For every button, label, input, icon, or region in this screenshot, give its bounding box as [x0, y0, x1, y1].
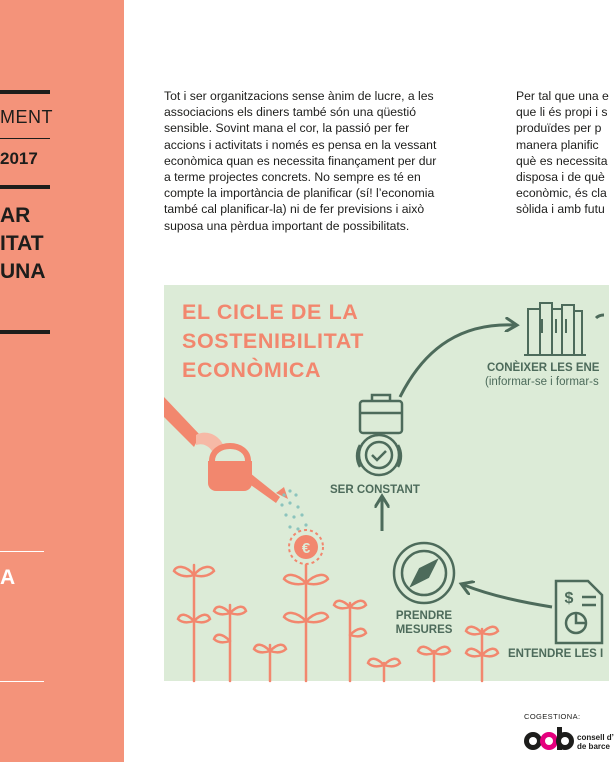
- text-line: produïdes per p: [516, 121, 602, 136]
- text-line: disposa i de què: [516, 170, 605, 185]
- sidebar-rule-thin: [0, 138, 50, 139]
- sustainability-cycle-infographic: [164, 285, 609, 681]
- logo-text-line: de barce: [577, 742, 610, 751]
- infographic-title-line: SOSTENIBILITAT: [182, 329, 364, 353]
- euro-symbol: €: [301, 540, 311, 557]
- water-drops: [280, 489, 307, 530]
- sidebar-rule-bottom: [0, 330, 50, 334]
- books-icon: [524, 303, 586, 355]
- infographic-title-line: EL CICLE DE LA: [182, 300, 359, 324]
- text-line: suposa una pèrdua important de possibilitats.: [164, 218, 410, 233]
- text-line: també cal planificar-la) ni de fer previsions i això: [164, 202, 425, 217]
- text-line: que li és propi i s: [516, 105, 608, 120]
- infographic-title-line: ECONÒMICA: [182, 358, 322, 382]
- logo-text-line: consell d’: [577, 733, 614, 742]
- compass-icon: [394, 543, 454, 603]
- dollar-symbol: $: [564, 590, 574, 607]
- body-text-column-1: [164, 88, 474, 234]
- sidebar-rule-top: [0, 90, 50, 94]
- sidebar-title-line: ITAT: [0, 232, 44, 255]
- text-line: accions i activitats i només es pensa en la vessant: [164, 137, 437, 152]
- text-line: econòmica quan es necessita finançament per dur: [164, 153, 437, 168]
- sidebar-rule-white-top: [0, 551, 44, 552]
- step-label-measures: [392, 609, 456, 637]
- step-label-know: CONÈIXER LES ENE: [487, 362, 600, 374]
- text-line: a terme projectes concrets. No sempre es té en: [164, 170, 421, 185]
- sidebar-rule-white-bottom: [0, 681, 44, 682]
- text-line: manera planific: [516, 137, 599, 152]
- text-line: Tot i ser organitzacions sense ànim de lucre, a les: [164, 89, 434, 103]
- cab-logo-icon: [523, 725, 575, 755]
- cycle-arrow-partial: [596, 315, 604, 318]
- cycle-arrow: [464, 585, 552, 607]
- text-line: econòmic, és cla: [516, 186, 607, 201]
- sidebar-panel: [0, 0, 124, 762]
- step-label-understand: ENTENDRE LES I: [508, 648, 604, 660]
- briefcase-clock-icon: [357, 395, 402, 475]
- step-label-measures-line: MESURES: [395, 624, 453, 636]
- document-chart-icon: [556, 581, 602, 643]
- step-label-constant: SER CONSTANT: [330, 484, 420, 496]
- sidebar-letter: A: [0, 566, 16, 589]
- text-line: compte la importància de planificar (sí! l’economia: [164, 186, 435, 201]
- step-sublabel-know: (informar-se i formar-s: [485, 376, 599, 388]
- sidebar-section-label: MENT: [0, 107, 53, 127]
- text-line: què es necessita: [516, 153, 608, 168]
- text-line: sòlida i amb futu: [516, 202, 605, 217]
- sidebar-title-line: AR: [0, 204, 31, 227]
- sidebar-rule-mid: [0, 185, 50, 189]
- body-text-column-2: [516, 88, 609, 218]
- sidebar-year: 2017: [0, 149, 38, 168]
- text-line: associacions els diners també són una qüestió: [164, 105, 417, 120]
- text-line: sensible. Sovint mana el cor, la passió per fer: [164, 121, 410, 136]
- text-line: Per tal que una e: [516, 89, 609, 103]
- cogestiona-label: COGESTIONA:: [524, 712, 581, 721]
- sidebar-title-line: UNA: [0, 260, 46, 283]
- watering-can-icon: [164, 397, 288, 503]
- step-label-measures-line: PRENDRE: [395, 610, 453, 622]
